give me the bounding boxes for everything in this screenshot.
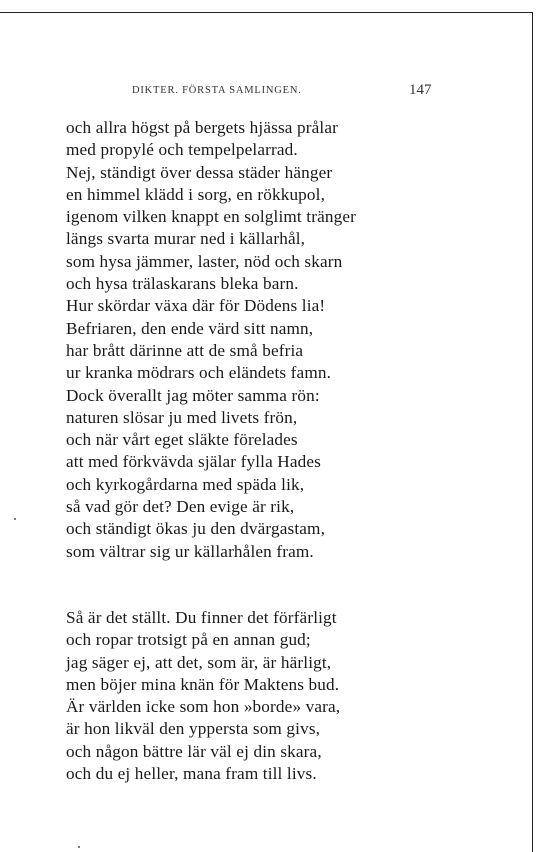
verse-line: ur kranka mödrars och eländets famn.: [66, 363, 332, 383]
verse-line: som hysa jämmer, laster, nöd och skarn: [66, 251, 343, 271]
verse-line: är hon likväl den yppersta som givs,: [66, 719, 321, 739]
page-right-edge: [532, 12, 533, 852]
verse-line: Är världen icke som hon »borde» vara,: [66, 697, 341, 717]
running-header-title: DIKTER. FÖRSTA SAMLINGEN.: [132, 85, 302, 96]
page-number: 147: [409, 82, 432, 98]
verse-line: så vad gör det? Den evige är rik,: [66, 497, 295, 517]
verse-line: Befriaren, den ende värd sitt namn,: [66, 318, 314, 338]
verse-line: och kyrkogårdarna med späda lik,: [66, 474, 305, 494]
verse-line: och ständigt ökas ju den dvärgastam,: [66, 519, 326, 539]
verse-line: och allra högst på bergets hjässa prålar: [66, 118, 338, 137]
verse-line: att med förkvävda själar fylla Hades: [66, 452, 321, 472]
verse-line: Så är det ställt. Du finner det förfärligt: [66, 608, 337, 627]
verse-line: och när vårt eget släkte förelades: [66, 430, 298, 450]
verse-line: som vältrar sig ur källarhålen fram.: [66, 541, 314, 561]
verse-line: och hysa trälaskarans bleka barn.: [66, 274, 299, 294]
verse-line: och du ej heller, mana fram till livs.: [66, 764, 317, 784]
verse-line: Nej, ständigt över dessa städer hänger: [66, 162, 333, 182]
verse-line: en himmel klädd i sorg, en rökkupol,: [66, 184, 326, 204]
verse-line: Hur skördar växa där för Dödens lia!: [66, 296, 326, 316]
verse-line: längs svarta murar ned i källarhål,: [66, 229, 306, 249]
verse-line: igenom vilken knappt en solglimt tränger: [66, 207, 357, 227]
running-header: [0, 84, 532, 100]
verse-line: Dock överallt jag möter samma rön:: [66, 385, 320, 405]
verse-line: men böjer mina knän för Maktens bud.: [66, 674, 340, 694]
poem-stanza-2: [66, 607, 340, 785]
print-speck: [78, 846, 80, 848]
verse-line: jag säger ej, att det, som är, är härligt,: [66, 652, 332, 672]
verse-line: naturen slösar ju med livets frön,: [66, 407, 298, 427]
verse-line: med propylé och tempelpelarrad.: [66, 140, 298, 160]
verse-line: och ropar trotsigt på en annan gud;: [66, 630, 311, 650]
poem-stanza-1: [66, 117, 356, 563]
page-top-edge: [0, 12, 532, 13]
print-speck: [14, 518, 16, 520]
verse-line: och någon bättre lär väl ej din skara,: [66, 741, 322, 761]
verse-line: har brått därinne att de små befria: [66, 340, 304, 360]
